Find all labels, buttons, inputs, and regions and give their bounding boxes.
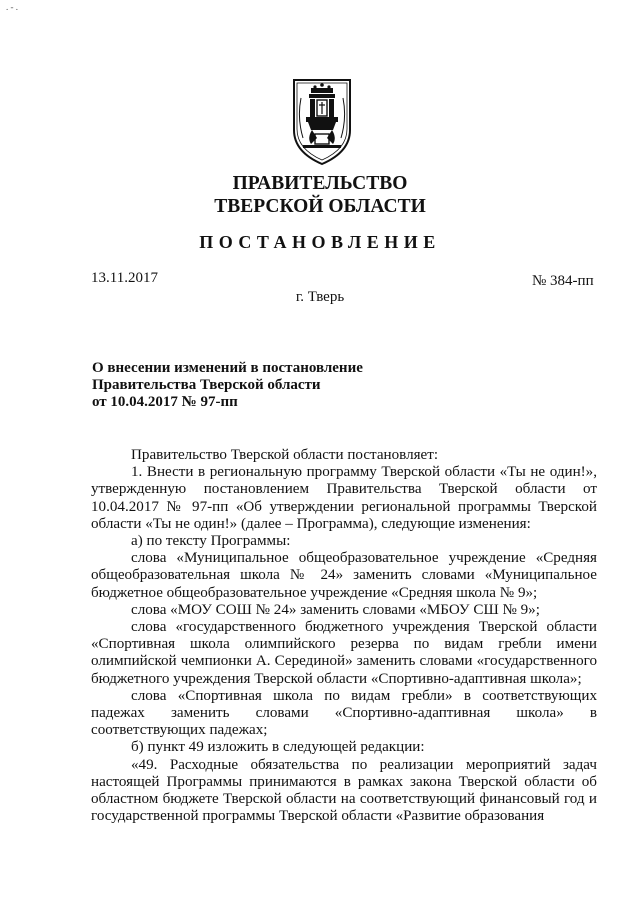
body-paragraph: слова «государственного бюджетного учреждения Тверской области «Спортивная школа олимпийского резерва по видам гребли имени олимпийской чемпионки А. Серединой» заменить словами «государственного бюджетного учреждения Тверской области «Спортивно-адаптивная школа»; (91, 619, 597, 687)
document-body (91, 447, 597, 825)
organization-line-1: ПРАВИТЕЛЬСТВО (232, 173, 408, 194)
subject-line-1: О внесении изменений в постановление (92, 360, 363, 376)
coat-of-arms-emblem (291, 78, 353, 166)
body-paragraph: б) пункт 49 изложить в следующей редакции: (131, 739, 425, 756)
subject-line-3: от 10.04.2017 № 97-пп (92, 394, 238, 410)
document-date: 13.11.2017 (91, 270, 158, 286)
document-city: г. Тверь (295, 289, 345, 305)
body-paragraph: Правительство Тверской области постановляет: (131, 447, 439, 463)
body-paragraph: слова «Муниципальное общеобразовательное учреждение «Средняя общеобразовательная школа № 24» заменить словами «Муниципальное бюджетное общеобразовательное учреждение «Средняя школа № 9»; (91, 550, 597, 601)
corner-mark: . - . (6, 2, 18, 12)
subject-line-2: Правительства Тверской области (92, 377, 321, 393)
body-paragraph: 1. Внести в региональную программу Тверской области «Ты не один!», утвержденную постановлением Правительства Тверской области от 10.04.2017 № 97-пп «Об утверждении региональной программы Тверской области «Ты не один!» (далее – Программа), следующие изменения: (91, 464, 597, 532)
body-paragraph: а) по тексту Программы: (131, 533, 291, 550)
document-number: № 384-пп (532, 273, 594, 289)
body-paragraph: «49. Расходные обязательства по реализации мероприятий задач настоящей Программы принимаются в рамках закона Тверской области об областном бюджете Тверской области на соответствующий финансовый год и государственной программы Тверской области «Развитие образования (91, 756, 597, 825)
body-paragraph: слова «Спортивная школа по видам гребли» в соответствующих падежах заменить словами «Спортивно-адаптивная школа» в соответствующих падежах; (91, 687, 597, 739)
organization-title (0, 172, 640, 218)
document-type: ПОСТАНОВЛЕНИЕ (199, 232, 441, 252)
body-paragraph: слова «МОУ СОШ № 24» заменить словами «МБОУ СШ № 9»; (131, 601, 540, 618)
organization-line-2: ТВЕРСКОЙ ОБЛАСТИ (214, 196, 426, 217)
document-subject (92, 360, 363, 411)
